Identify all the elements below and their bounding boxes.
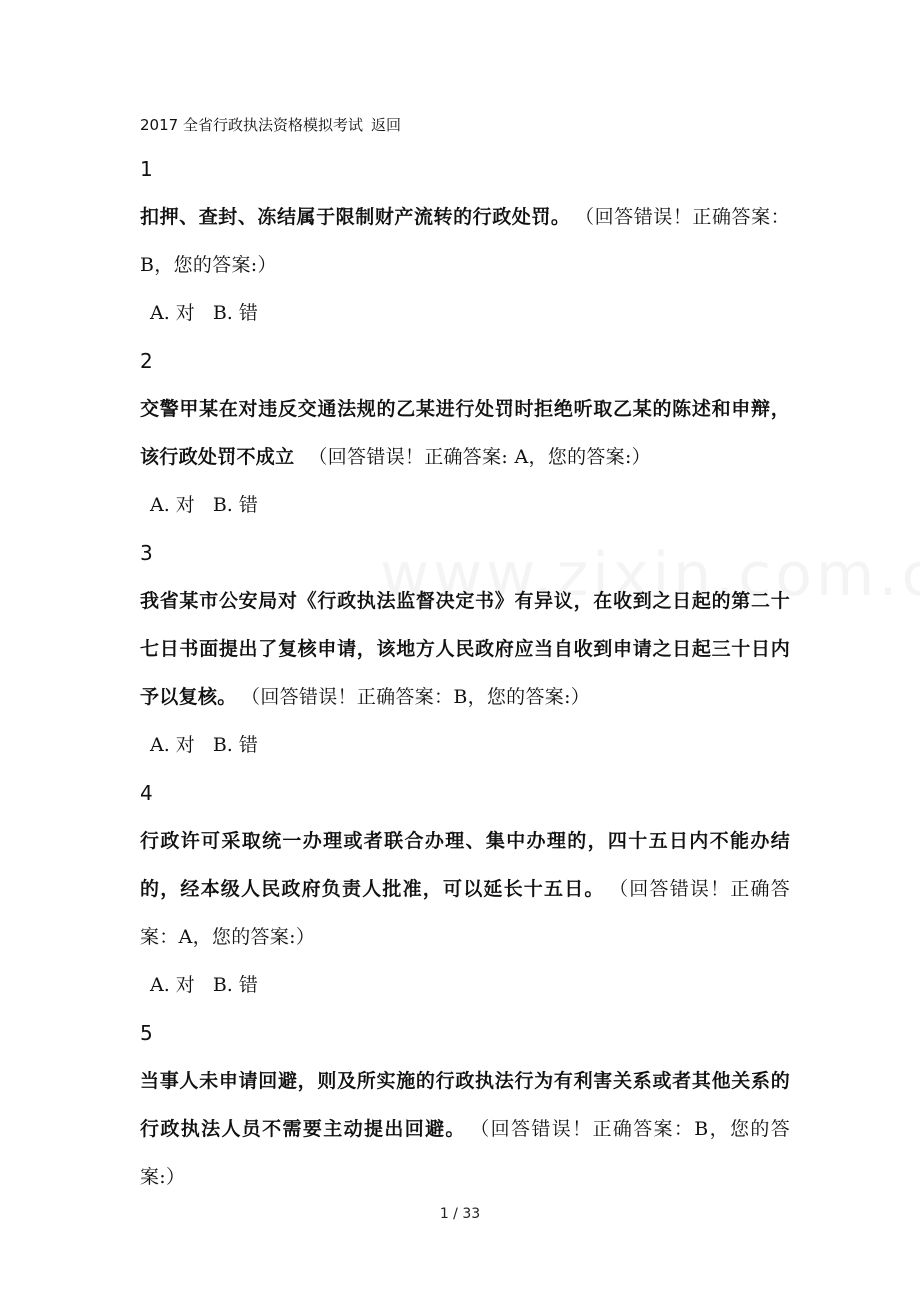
question-item [140,1009,790,1201]
option-b[interactable]: B. 错 [212,494,258,516]
page-header [140,114,401,136]
question-item [140,529,790,769]
answer-options [140,721,790,769]
question-number: 4 [140,781,153,805]
option-a[interactable]: A. 对 [150,302,195,324]
question-statement: 行政许可采取统一办理或者联合办理、集中办理的，四十五日内不能办结的，经本级人民政府负责人批准，可以延长十五日。 [140,830,790,900]
option-a[interactable]: A. 对 [150,494,195,516]
question-item [140,337,790,529]
question-number: 1 [140,157,153,181]
option-b[interactable]: B. 错 [212,302,258,324]
answer-options [140,289,790,337]
question-statement: 当事人未申请回避，则及所实施的行政执法行为有利害关系或者其他关系的行政执法人员不需要主动提出回避。 [140,1070,790,1140]
exam-title: 2017 全省行政执法资格模拟考试 [140,116,363,134]
option-b[interactable]: B. 错 [212,734,258,756]
question-text [140,385,790,481]
question-item [140,769,790,1009]
answer-options [140,481,790,529]
answer-feedback: （回答错误！正确答案：B，您的答案:） [250,686,591,708]
answer-feedback: （回答错误！正确答案：B，您的答案:） [140,206,790,276]
question-number: 2 [140,349,153,373]
question-item [140,145,790,337]
answer-options [140,961,790,1009]
back-link[interactable]: 返回 [370,116,401,134]
question-list [140,145,790,1201]
option-a[interactable]: A. 对 [150,734,195,756]
question-statement: 交警甲某在对违反交通法规的乙某进行处罚时拒绝听取乙某的陈述和申辩，该行政处罚不成立 [140,398,790,468]
question-statement: 我省某市公安局对《行政执法监督决定书》有异议，在收到之日起的第二十七日书面提出了复核申请，该地方人民政府应当自收到申请之日起三十日内予以复核。 [140,590,790,708]
question-number: 5 [140,1021,153,1045]
answer-feedback: （回答错误！正确答案：B，您的答案:） [140,1118,790,1188]
option-a[interactable]: A. 对 [150,974,195,996]
option-b[interactable]: B. 错 [212,974,258,996]
question-text [140,817,790,961]
question-text [140,577,790,721]
question-number: 3 [140,541,153,565]
answer-feedback: （回答错误！正确答案：A，您的答案:） [140,878,791,948]
page-indicator: 1 / 33 [439,1206,481,1222]
question-text [140,193,790,289]
question-text [140,1057,790,1201]
question-statement: 扣押、查封、冻结属于限制财产流转的行政处罚。 [140,206,571,228]
answer-feedback: （回答错误！正确答案: A，您的答案:） [308,446,651,468]
